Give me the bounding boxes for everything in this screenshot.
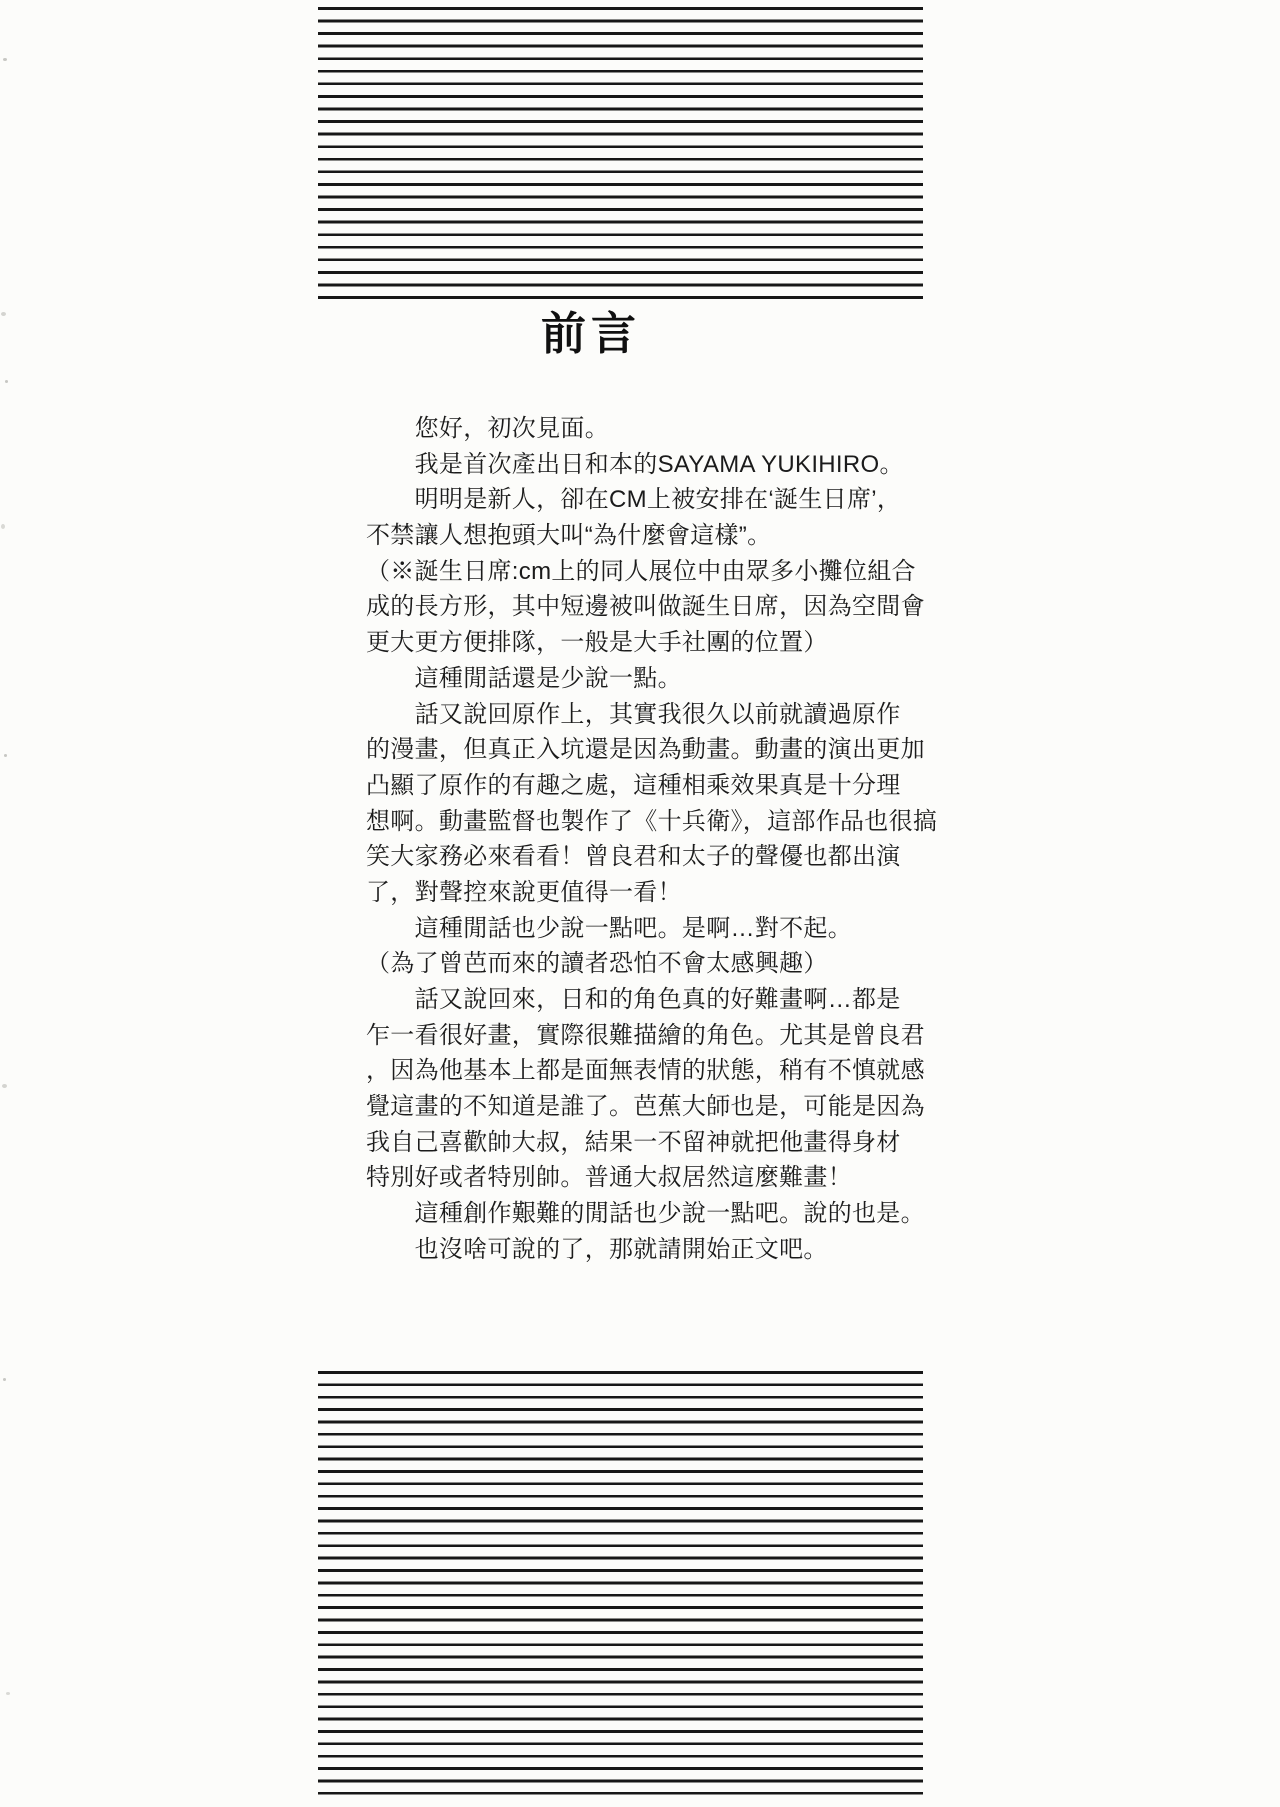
preface-line: 的漫畫，但真正入坑還是因為動畫。動畫的演出更加: [366, 736, 925, 764]
preface-line: ，因為他基本上都是面無表情的狀態，稍有不慎就感: [366, 1057, 925, 1085]
decorative-rule-lines-top: [318, 7, 923, 299]
preface-line: 我自己喜歡帥大叔，結果一不留神就把他畫得身材: [366, 1128, 901, 1156]
preface-line: 這種閒話也少說一點吧。是啊…對不起。: [366, 914, 852, 942]
scan-speck: [2, 1084, 7, 1088]
decorative-rule-lines-bottom: [318, 1371, 923, 1795]
preface-line: （為了曾芭而來的讀者恐怕不會太感興趣）: [366, 950, 828, 978]
preface-line: 覺這畫的不知道是誰了。芭蕉大師也是，可能是因為: [366, 1093, 925, 1121]
preface-text: [366, 411, 938, 1268]
preface-line: （※誕生日席:cm上的同人展位中由眾多小攤位組合: [366, 557, 916, 585]
preface-line: 笑大家務必來看看！曾良君和太子的聲優也都出演: [366, 843, 901, 871]
preface-line: 這種創作艱難的閒話也少說一點吧。說的也是。: [366, 1200, 925, 1228]
preface-line: 特別好或者特別帥。普通大叔居然這麼難畫！: [366, 1164, 852, 1192]
preface-line: 這種閒話還是少說一點。: [366, 664, 682, 692]
scan-speck: [5, 380, 8, 383]
preface-line: 想啊。動畫監督也製作了《十兵衛》，這部作品也很搞: [366, 807, 938, 835]
preface-line: 乍一看很好畫，實際很難描繪的角色。尤其是曾良君: [366, 1021, 925, 1049]
scan-speck: [1, 312, 6, 316]
preface-line: 明明是新人，卻在CM上被安排在‘誕生日席’，: [366, 486, 902, 514]
preface-line: 凸顯了原作的有趣之處，這種相乘效果真是十分理: [366, 771, 901, 799]
preface-line: 了，對聲控來說更值得一看！: [366, 878, 682, 906]
scan-speck: [6, 1692, 10, 1695]
preface-line: 也沒啥可說的了，那就請開始正文吧。: [366, 1235, 828, 1263]
preface-line: 更大更方便排隊，一般是大手社團的位置）: [366, 629, 828, 657]
scan-speck: [3, 58, 7, 61]
page-title: 前言: [541, 308, 642, 359]
preface-line: 話又說回原作上，其實我很久以前就讀過原作: [366, 700, 901, 728]
scan-speck: [4, 754, 7, 757]
scan-speck: [3, 1378, 6, 1381]
preface-line: 話又說回來，日和的角色真的好難畫啊…都是: [366, 986, 901, 1013]
scan-speck: [1, 524, 5, 529]
preface-line: 您好，初次見面。: [366, 415, 609, 442]
preface-line: 不禁讓人想抱頭大叫“為什麼會這樣”。: [366, 522, 772, 550]
preface-line: 成的長方形，其中短邊被叫做誕生日席，因為空間會: [366, 593, 925, 621]
preface-line: 我是首次產出日和本的SAYAMA YUKIHIRO。: [366, 450, 904, 478]
